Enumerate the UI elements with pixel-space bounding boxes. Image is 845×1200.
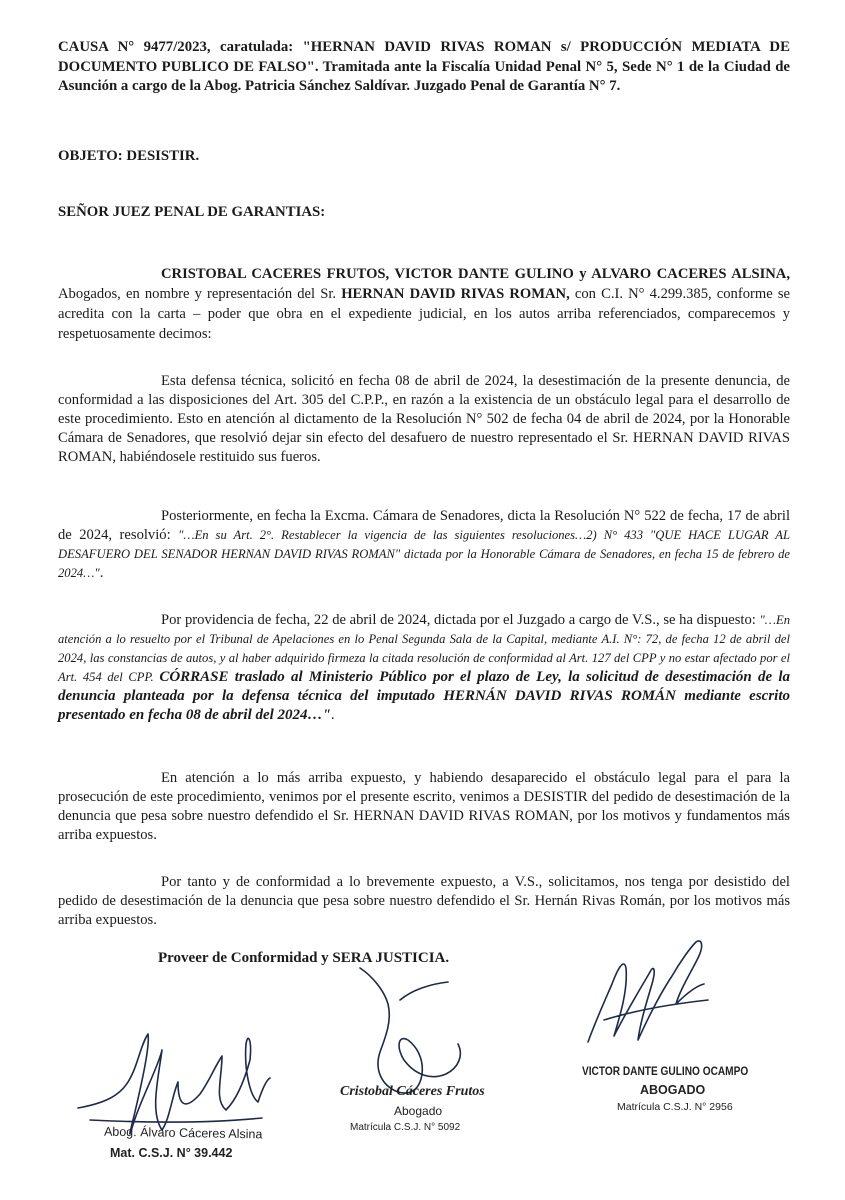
lawyer-names: CRISTOBAL CACERES FRUTOS, VICTOR DANTE GULINO y ALVARO CACERES ALSINA, [161,266,790,282]
p3-bold-quote: CÓRRASE traslado al Ministerio Público por el plazo de Ley, la solicitud de desestimación de la denuncia planteada por la defensa técnica del imputado HERNÁN DAVID RIVAS ROMÁN mediante escrito presentado en fecha 08 de abril del 2024…" [58,669,791,723]
closing-line: Proveer de Conformidad y SERA JUSTICIA. [158,950,450,966]
stamp-alvaro-reg: Mat. C.S.J. N° 39.442 [110,1146,233,1160]
paragraph-5: Por tanto y de conformidad a lo brevemente expuesto, a V.S., solicitamos, nos tenga por desistido del pedido de desestimación de la denuncia que pesa sobre nuestro defendido el Sr. Hernán Rivas Román, por los motivos más arriba expuestos. [58,874,790,928]
p2-quote: "…En su Art. 2°. Restablecer la vigencia de las siguientes resoluciones…2) N° 433 "QUE HACE LUGAR AL DESAFUERO DEL SENADOR HERNAN DAVID RIVAS ROMAN" dictada por la Honorable Cámara de Senadores, en fecha 15 de febrero de 2024…" [58,528,790,580]
p2-text: Posteriormente, en fecha la Excma. Cámara de Senadores, dicta la Resolución N° 522 de fecha, 17 de abril de 2024, resolvió: [58,508,790,543]
stamp-victor-reg: Matrícula C.S.J. N° 2956 [617,1101,733,1113]
stamp-victor-title: ABOGADO [640,1083,706,1097]
intro-text-a: Abogados, en nombre y representación del Sr. [58,286,342,302]
signature-cristobal [360,968,460,1093]
stamp-cristobal-title: Abogado [394,1104,443,1118]
p3-text: Por providencia de fecha, 22 de abril de 2024, dictada por el Juzgado a cargo de V.S., se ha dispuesto: [161,612,760,628]
salutation: SEÑOR JUEZ PENAL DE GARANTIAS: [58,204,326,220]
signature-victor [588,941,708,1042]
p3-quote: "…En atención a lo resuelto por el Tribunal de Apelaciones en lo Penal Segunda Sala de la Capital, mediante A.I. N°: 72, de fecha 12 de abril del 2024, las constancias de autos, y al haber adquirido firmeza la citada resolución de conformidad al Art. 127 del CPP y no estar afectado por el Art. 454 del CPP. [58,613,790,684]
case-header: CAUSA N° 9477/2023, caratulada: "HERNAN DAVID RIVAS ROMAN s/ PRODUCCIÓN MEDIATA DE DOCUMENTO PUBLICO DE FALSO". Tramitada ante la Fiscalía Unidad Penal N° 5, Sede N° 1 de la Ciudad de Asunción a cargo de la Abog. Patricia Sánchez Saldívar. Juzgado Penal de Garantía N° 7. [58,39,790,94]
p3-end: . [330,707,335,723]
paragraph-1: Esta defensa técnica, solicitó en fecha 08 de abril de 2024, la desestimación de la presente denuncia, de conformidad a las disposiciones del Art. 305 del C.P.P., en razón a la existencia de un obstáculo legal para el desarrollo de este procedimiento. Esto en atención al dictamento de la Resolución N° 502 de fecha 04 de abril de 2024, por la Honorable Cámara de Senadores, que resolvió dejar sin efecto del desafuero de nuestro representado el Sr. HERNAN DAVID RIVAS ROMAN, habiéndosele restituido sus fueros. [58,373,790,465]
p2-end: . [99,565,104,581]
stamp-cristobal-name: Cristobal Cáceres Frutos [340,1084,485,1099]
client-name: HERNAN DAVID RIVAS ROMAN, [341,286,570,302]
signature-alvaro [78,1034,270,1134]
paragraph-4: En atención a lo más arriba expuesto, y habiendo desaparecido el obstáculo legal para el para la prosecución de este procedimiento, venimos por el presente escrito, venimos a DESISTIR del pedido de desestimación de la denuncia que pesa sobre nuestro defendido el Sr. HERNAN DAVID RIVAS ROMAN, por los motivos y fundamentos más arriba expuestos. [58,770,790,843]
stamp-alvaro-name: Abog. Álvaro Cáceres Alsina [103,1124,263,1142]
objeto-line: OBJETO: DESISTIR. [58,148,200,164]
stamp-victor-name: VICTOR DANTE GULINO OCAMPO [582,1066,749,1078]
stamp-cristobal-reg: Matrícula C.S.J. N° 5092 [350,1122,461,1133]
intro-text-b: con C.I. N° 4.299.385, conforme se acredita con la carta – poder que obra en el expediente judicial, en los autos arriba referenciados, comparecemos y respetuosamente decimos: [58,286,791,342]
